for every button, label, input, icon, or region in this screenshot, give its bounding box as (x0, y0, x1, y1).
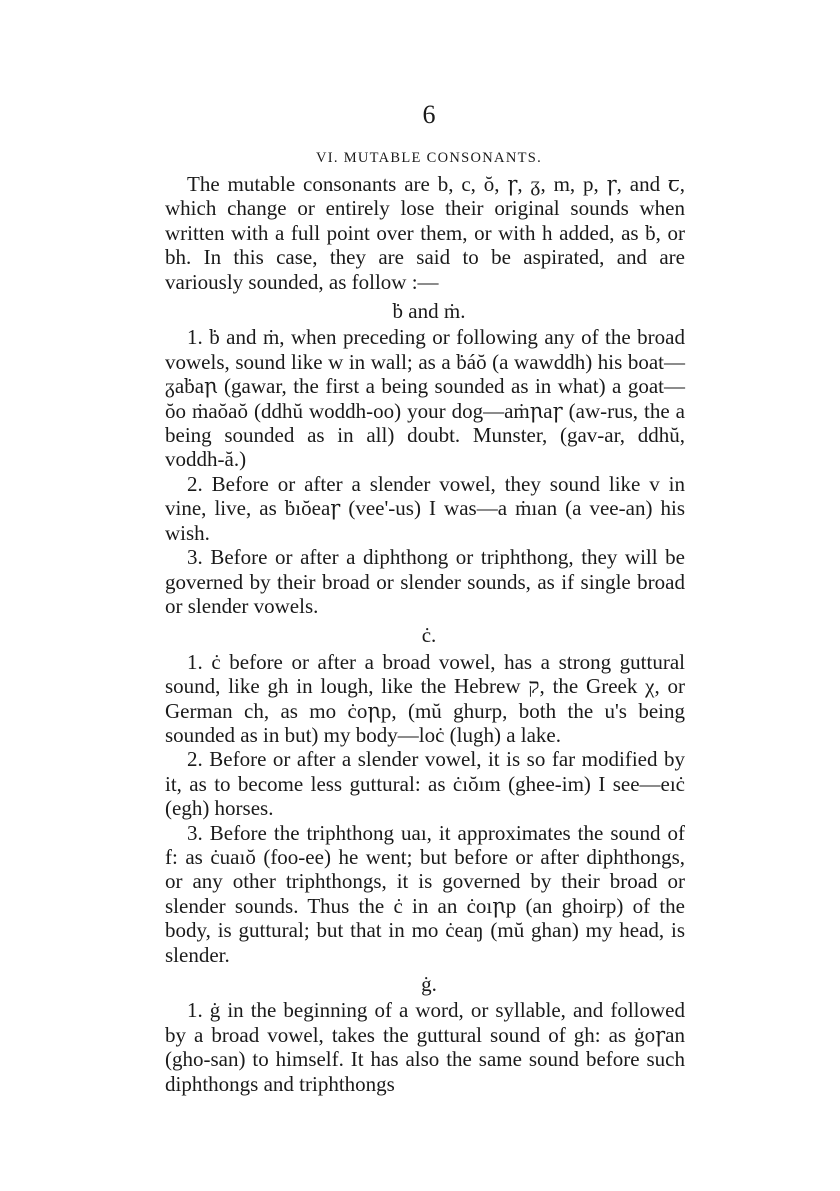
paragraph: 3. Before or after a diphthong or triphthong, they will be governed by their broad or slender sounds, as if single broad or slender vowels. (165, 545, 685, 618)
paragraph: 1. ḃ and ṁ, when preceding or following any of the broad vowels, sound like w in wall; as a ḃáŏ (a wawddh) his boat—ᵹaḃaꞃ (gawar, the first a being sounded as in what) a goat—ŏo ṁaŏaŏ (ddhŭ woddh-oo) your dog—aṁꞃaꞅ (aw-rus, the a being sounded as in all) doubt. Munster, (gav-ar, ddhŭ, voddh-ă.) (165, 325, 685, 472)
paragraph: 2. Before or after a slender vowel, it is so far modified by it, as to become less guttural: as ċıŏım (ghee-im) I see—eıċ (egh) horses. (165, 747, 685, 821)
intro-paragraph: The mutable consonants are b, c, ŏ, ꞅ, ᵹ, m, p, ꞅ, and ꞇ, which change or entirely lose their original sounds when written with a full point over them, or with h added, as ḃ, or bh. In this case, they are said to be aspirated, and are variously sounded, as follow :— (165, 172, 685, 294)
section-heading: VI. MUTABLE CONSONANTS. (315, 150, 543, 166)
subhead-bh-mh: ḃ and ṁ. (392, 299, 466, 324)
subhead-gh: ġ. (421, 972, 437, 996)
subhead-ch: ċ. (421, 623, 437, 648)
page-number: 6 (422, 100, 436, 129)
paragraph: 1. ġ in the beginning of a word, or syllable, and followed by a broad vowel, takes the guttural sound of gh: as ġoꞅan (gho-san) to himself. It has also the same sound before such diphthongs and triphthongs (165, 998, 685, 1096)
paragraph: 1. ċ before or after a broad vowel, has a strong guttural sound, like gh in lough, like the Hebrew ק, the Greek χ, or German ch, as mo ċoꞃp, (mŭ ghurp, both the u's being sounded as in but) my body—loċ (lugh) a lake. (165, 649, 685, 747)
paragraph: 3. Before the triphthong uaı, it approximates the sound of f: as ċuaıŏ (foo-ee) he went; but before or after diphthongs, or any other triphthongs, it is governed by their broad or slender sounds. Thus the ċ in an ċoıꞃp (an ghoirp) of the body, is guttural; but that in mo ċeaŋ (mŭ ghan) my head, is slender. (165, 820, 685, 967)
book-page (165, 100, 685, 1096)
paragraph: 2. Before or after a slender vowel, they sound like v in vine, live, as ḃıŏeaꞅ (vee'-us) I was—a ṁıan (a vee-an) his wish. (165, 471, 685, 545)
